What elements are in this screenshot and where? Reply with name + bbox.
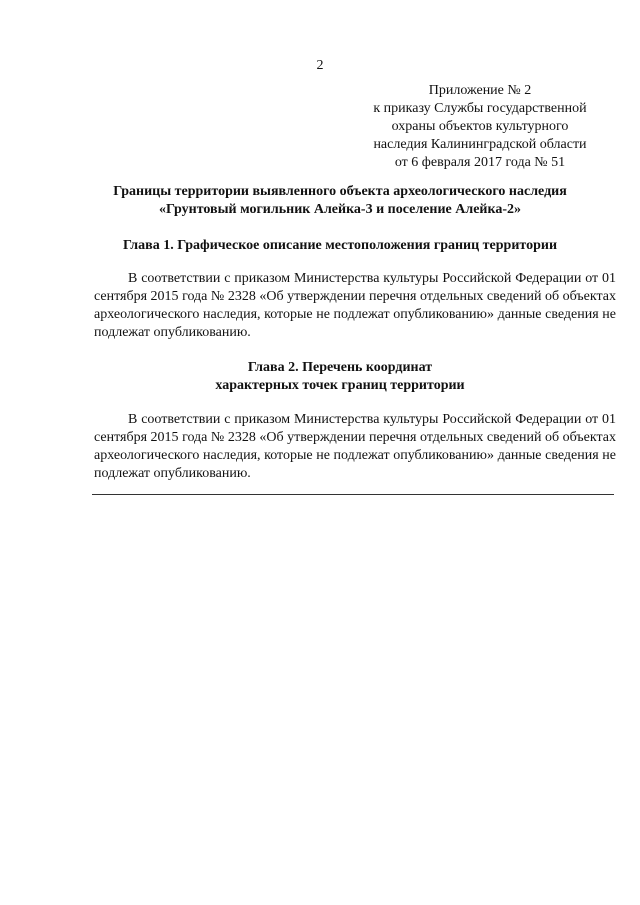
appendix-region: наследия Калининградской области xyxy=(373,137,587,152)
document-title-line-2: «Грунтовый могильник Алейка-3 и поселение Алейка-2» xyxy=(159,202,521,217)
appendix-block xyxy=(350,82,610,172)
appendix-title: Приложение № 2 xyxy=(428,83,532,98)
end-rule xyxy=(92,494,614,495)
chapter-2-heading-line-2: характерных точек границ территории xyxy=(215,378,465,393)
page-number: 2 xyxy=(316,58,324,73)
chapter-1-paragraph: В соответствии с приказом Министерства культуры Российской Федерации от 01 сентября 2015 года № 2328 «Об утверждении перечня отдельных сведений об объектах археологического наследия, которые не подлежат опубликованию» данные сведения не подлежат опубликованию. xyxy=(94,271,616,340)
document-title-line-1: Границы территории выявленного объекта археологического наследия xyxy=(113,184,567,199)
chapter-1-heading xyxy=(80,237,600,255)
chapter-2-paragraph: В соответствии с приказом Министерства культуры Российской Федерации от 01 сентября 2015 года № 2328 «Об утверждении перечня отдельных сведений об объектах археологического наследия, которые не подлежат опубликованию» данные сведения не подлежат опубликованию. xyxy=(94,412,616,481)
chapter-1-heading-text: Глава 1. Графическое описание местоположения границ территории xyxy=(122,238,558,253)
chapter-2-heading xyxy=(80,359,600,395)
appendix-service-name: охраны объектов культурного xyxy=(391,119,569,134)
chapter-2-heading-line-1: Глава 2. Перечень координат xyxy=(247,360,433,375)
document-title xyxy=(80,183,600,219)
appendix-date: от 6 февраля 2017 года № 51 xyxy=(394,155,566,170)
appendix-order-ref: к приказу Службы государственной xyxy=(373,101,587,116)
